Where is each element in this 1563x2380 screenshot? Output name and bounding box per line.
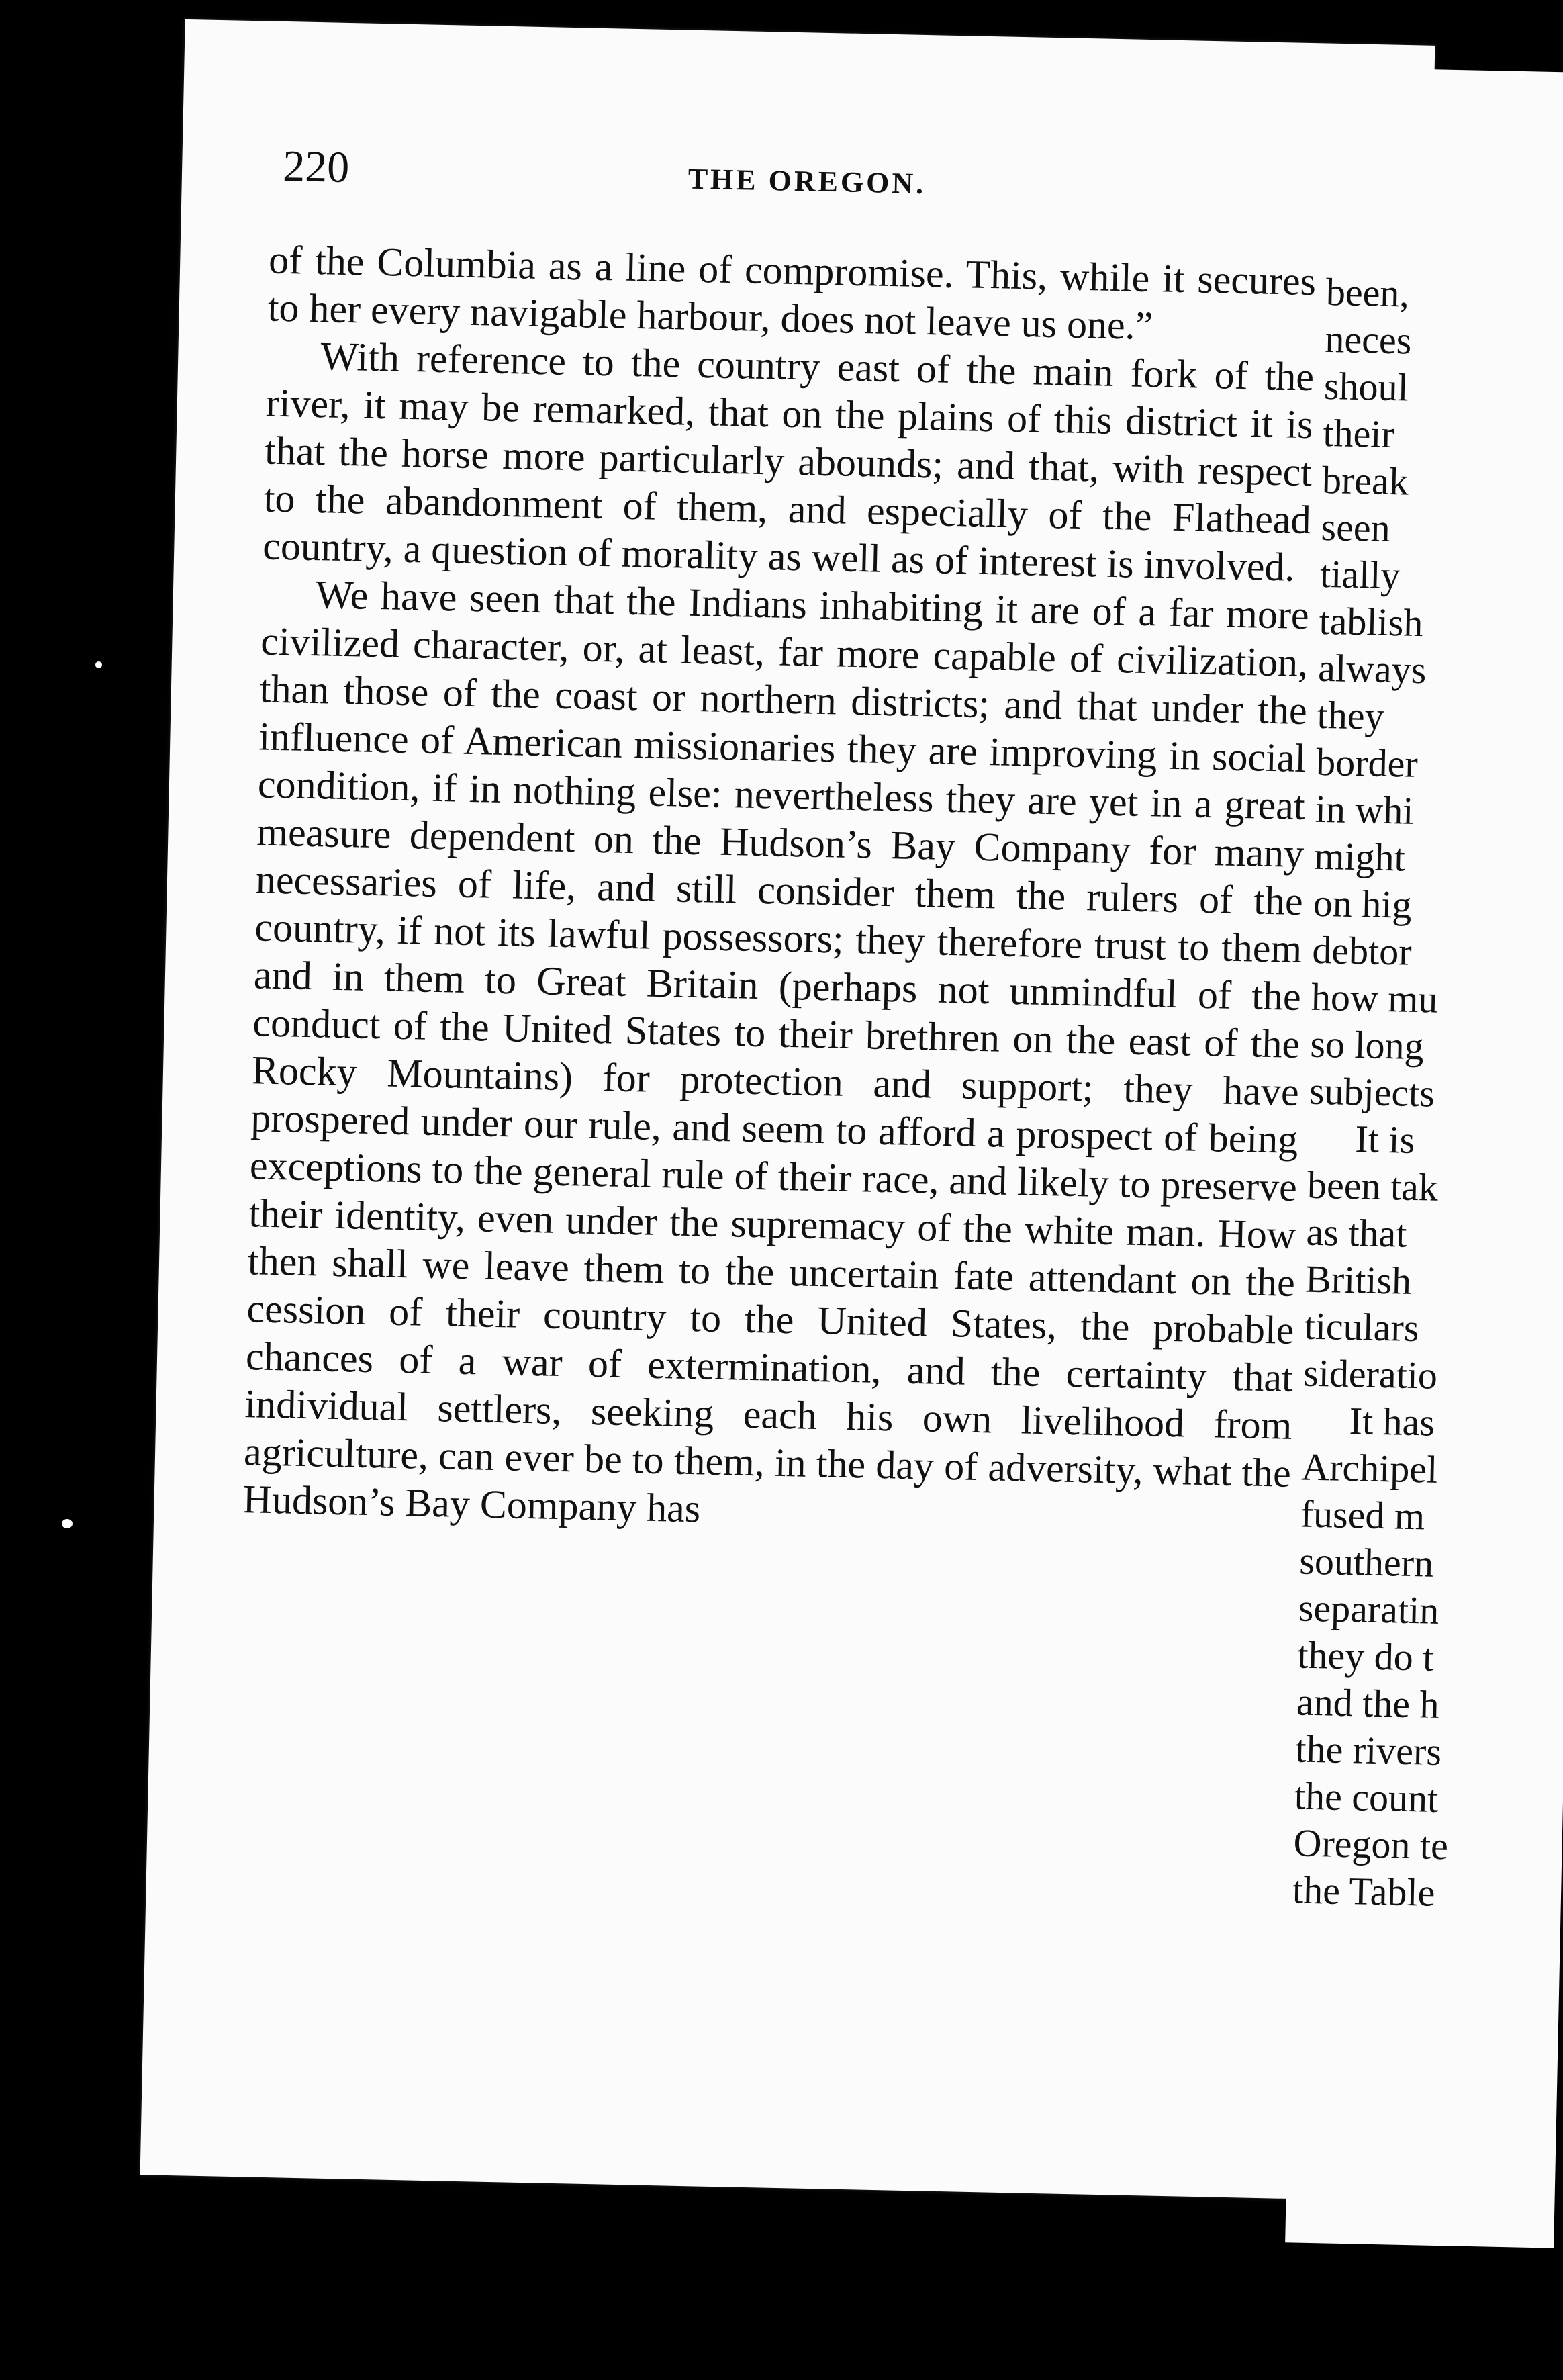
right-page-text bbox=[1292, 269, 1563, 1922]
right-page-line: It has bbox=[1349, 1399, 1435, 1445]
right-page-line: tablish bbox=[1319, 598, 1424, 645]
right-page-line: the count bbox=[1294, 1774, 1439, 1821]
right-page-line: sideratio bbox=[1302, 1351, 1438, 1398]
right-page-line: neces bbox=[1324, 316, 1412, 363]
scan-speck bbox=[95, 661, 102, 668]
right-page-line: how mu bbox=[1311, 974, 1439, 1021]
right-page-line: so long bbox=[1309, 1021, 1425, 1068]
right-page-line: as that bbox=[1305, 1209, 1408, 1256]
right-page-line: border bbox=[1315, 739, 1419, 786]
right-page-line: and the h bbox=[1296, 1680, 1440, 1727]
right-page-line: the rivers bbox=[1294, 1727, 1442, 1774]
scan-speck bbox=[1519, 74, 1524, 79]
right-page-line: in whi bbox=[1315, 786, 1415, 833]
right-page-line: subjects bbox=[1309, 1068, 1435, 1115]
scan-speck bbox=[62, 1519, 73, 1528]
right-page-line: debtor bbox=[1311, 927, 1413, 974]
right-page-line: their bbox=[1322, 410, 1395, 457]
right-page-line: they do t bbox=[1296, 1633, 1435, 1680]
right-page-line: break bbox=[1321, 457, 1409, 504]
right-page-line: Archipel bbox=[1300, 1445, 1438, 1492]
right-page-line: the Table bbox=[1292, 1868, 1436, 1915]
right-page-line: shoul bbox=[1323, 363, 1409, 410]
right-page-line: been, bbox=[1325, 269, 1410, 316]
right-page-line: been tak bbox=[1307, 1162, 1439, 1209]
body-text bbox=[242, 236, 1317, 1545]
right-page-fragment bbox=[1285, 67, 1563, 2248]
right-page-line: tially bbox=[1319, 551, 1401, 598]
paragraph: With reference to the country east of the main fork of the river, it may be remarked, that on the plains of this district it is that the horse more particularly abounds; and that, with respect to the abandonment of them, and especially of the Flathead country, a question of morality as well as of interest is involved. bbox=[262, 334, 1315, 590]
right-page-line: seen bbox=[1320, 504, 1391, 551]
right-page-line: fused m bbox=[1300, 1492, 1425, 1539]
running-head: THE OREGON. bbox=[688, 162, 927, 201]
page-header bbox=[282, 141, 1332, 224]
paragraph: of the Columbia as a line of compromise. This, while it secures to her every navigable harbour, does not leave us one.” bbox=[267, 237, 1317, 349]
right-page-line: always bbox=[1317, 645, 1427, 692]
paragraph: We have seen that the Indians inhabiting it are of a far more civilized character, or, at least, far more capable of civilization, than those of the coast or northern districts; and that under the influence of American missionaries they are improving in social condition, if in nothing else: nevertheless they are yet in a great measure dependent on the Hudson’s Bay Company for many necessaries of life, and still consider them the rulers of the country, if not its lawful possessors; they therefore trust to them and in them to Great Britain (perhaps not unmindful of the conduct of the United States to their brethren on the east of the Rocky Mountains) for protection and support; they have prospered under our rule, and seem to afford a prospect of being exceptions to the general rule of their race, and likely to preserve their identity, even under the supremacy of the white man. How then shall we leave them to the uncertain fate attendant on the cession of their country to the United States, the probable chances of a war of extermination, and the certainty that individual settlers, seeking each his own livelihood from agriculture, can ever be to them, in the day of adversity, what the Hudson’s Bay Company has bbox=[242, 572, 1310, 1531]
right-page-line: on hig bbox=[1313, 880, 1413, 927]
right-page-line: southern bbox=[1298, 1539, 1434, 1586]
right-page-line: British bbox=[1305, 1256, 1412, 1303]
right-page-line: they bbox=[1317, 692, 1385, 738]
right-page-line: ticulars bbox=[1304, 1303, 1420, 1351]
right-page-line: It is bbox=[1354, 1117, 1415, 1162]
right-page-line: Oregon te bbox=[1292, 1821, 1449, 1868]
right-page-line: might bbox=[1313, 833, 1406, 880]
right-page-line: separatin bbox=[1298, 1586, 1439, 1633]
left-page bbox=[140, 19, 1435, 2201]
page-number: 220 bbox=[282, 141, 350, 193]
